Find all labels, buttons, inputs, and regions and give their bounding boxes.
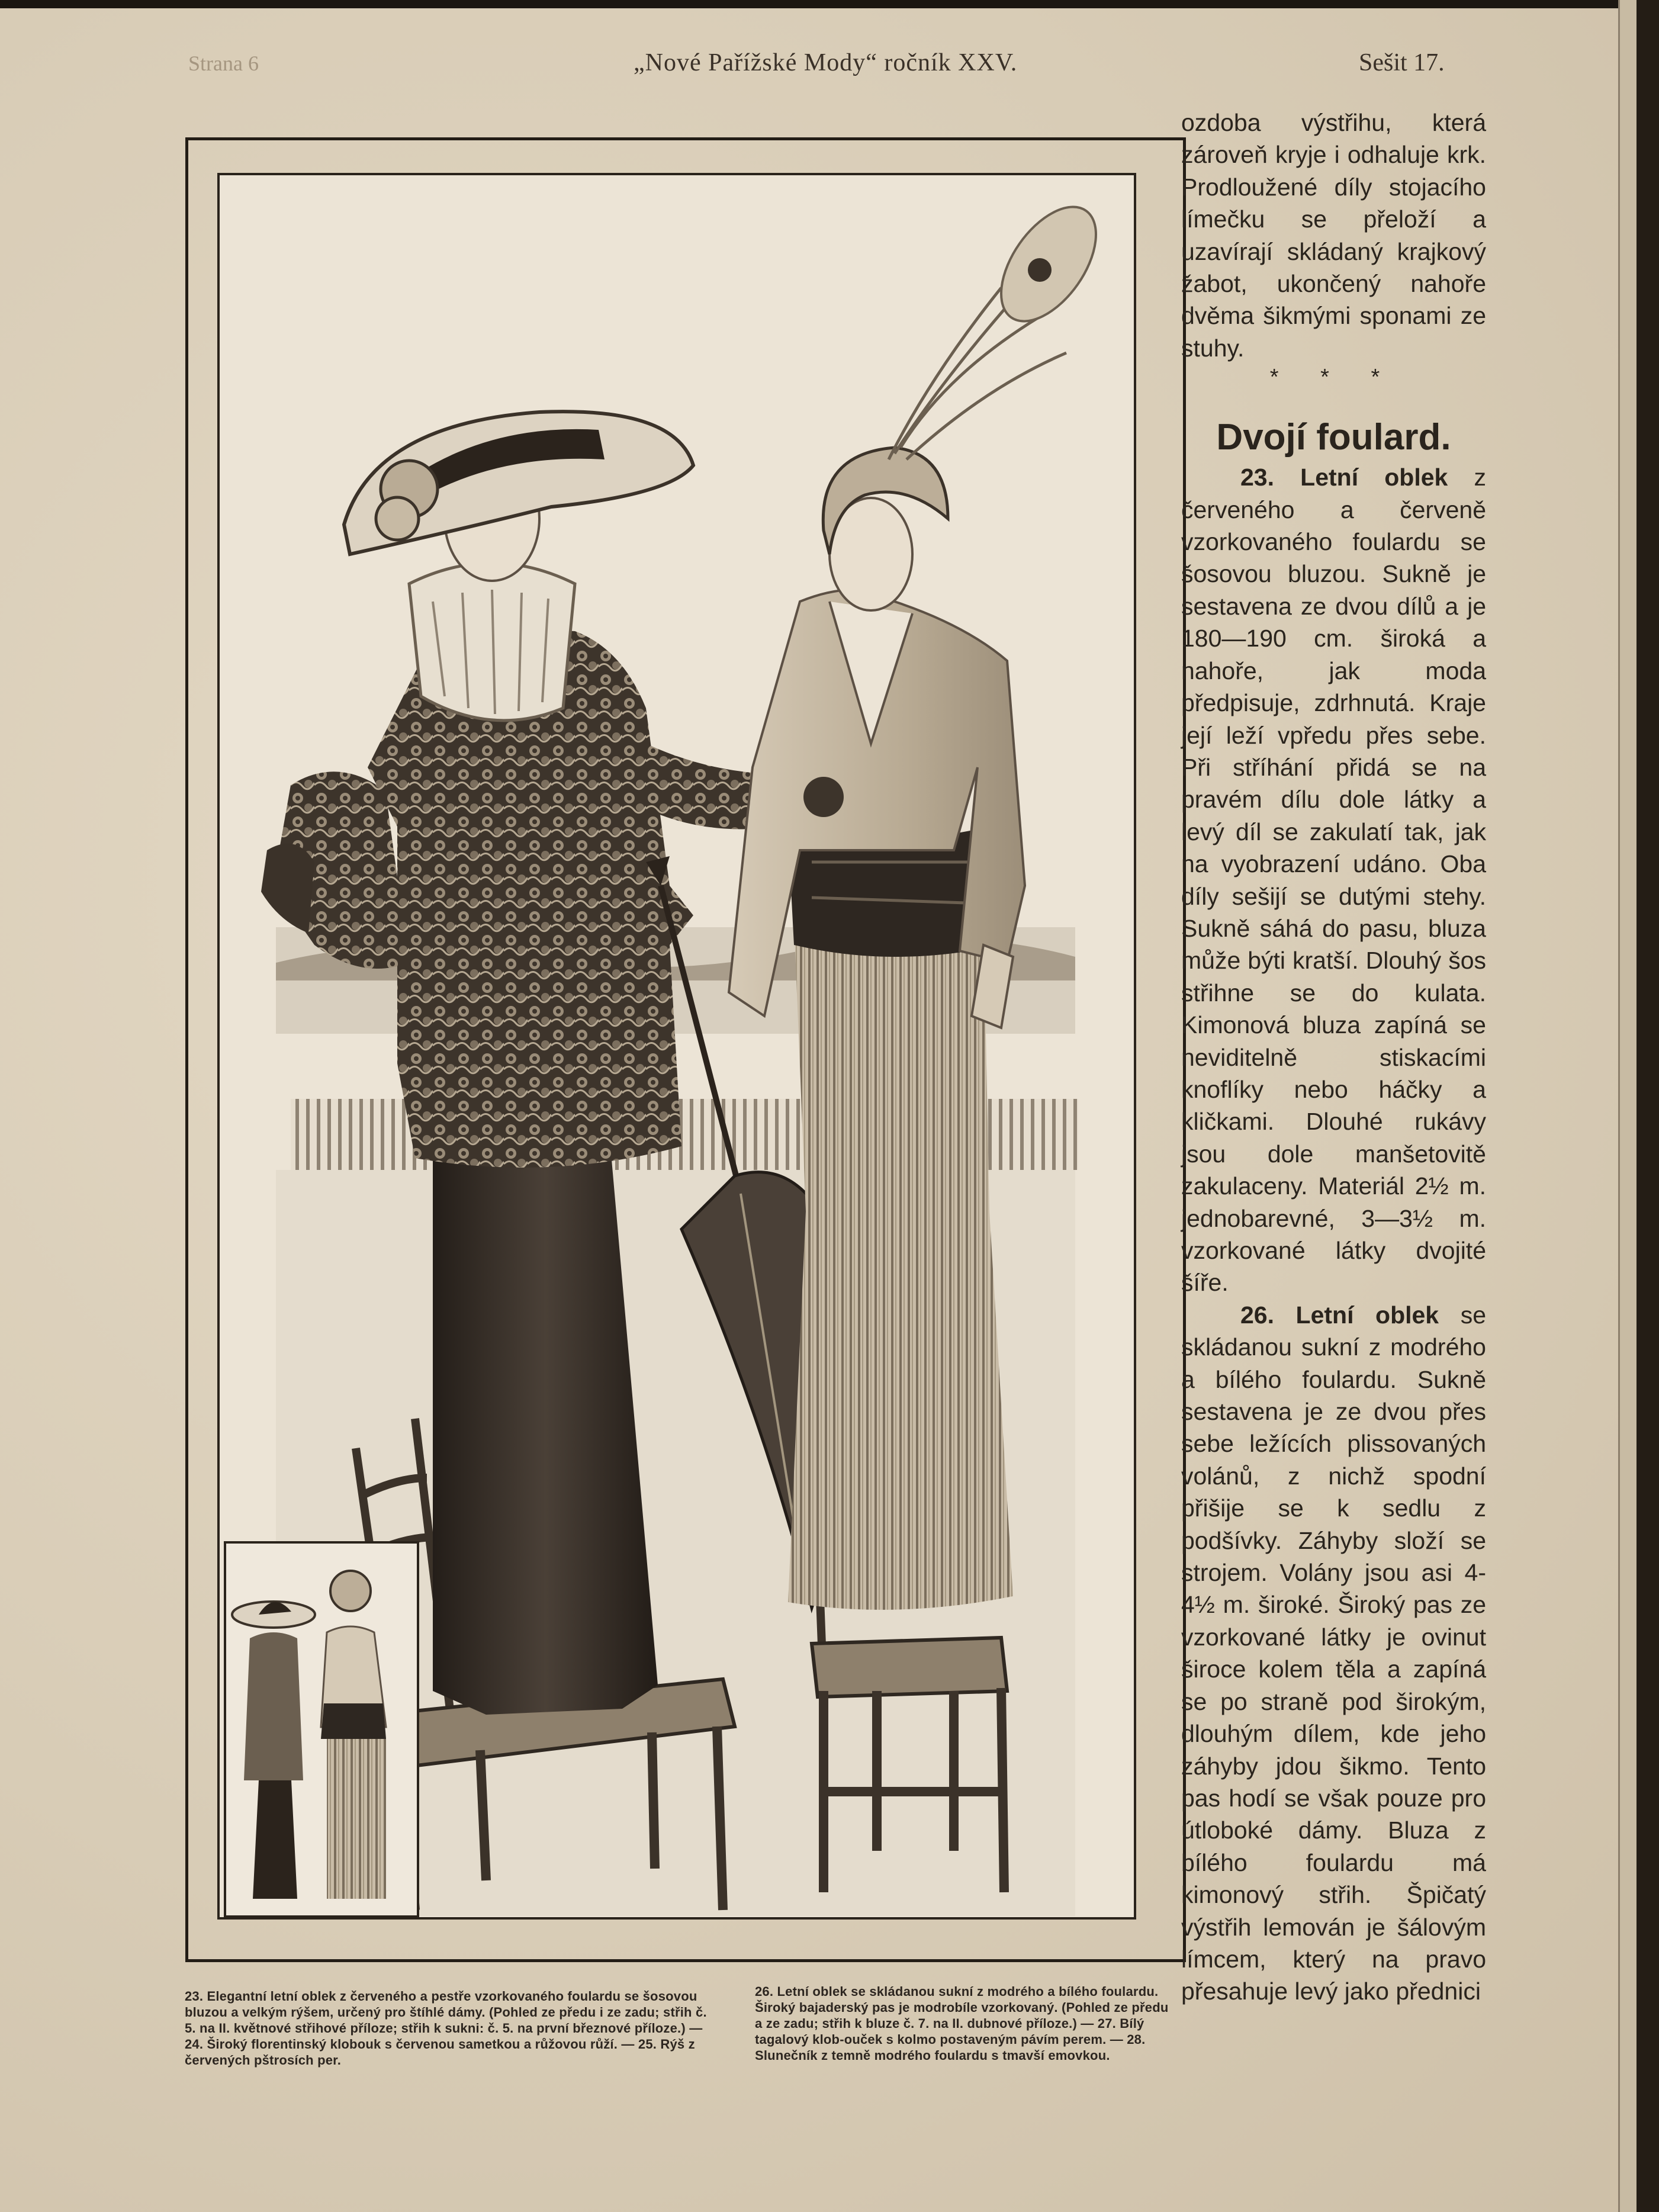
journal-title: „Nové Pařížské Mody“ ročník XXV. — [634, 49, 1018, 76]
section-heading: Dvojí foulard. — [1216, 417, 1451, 458]
back-view-inset — [224, 1541, 419, 1918]
page-number: Strana 6 — [188, 52, 259, 75]
paragraph-23 — [1181, 461, 1486, 1299]
paragraph-23-text: z červeného a červeně vzorkovaného foulardu se šosovou bluzou. Sukně je sestavena ze dvou dílů a je 180—190 cm. široká a nahoře, jak moda předpisuje, zdrhnutá. Kraje její leží vpředu přes sebe. Při stříhání přidá se na pravém dílu dole látky a levý díl se zakulatí tak, jak na vyobrazení udáno. Oba díly sešijí se dutými stehy. Sukně sáhá do pasu, bluza může býti kratší. Dlouhý šos střihne se do kulata. Kimonová bluza zapíná se neviditelně stiskacími knoflíky nebo háčky a kličkami. Dlouhé rukávy jsou dole manšetovitě zakulaceny. Materiál 2½ m. jednobarevné, 3—3½ m. vzorkované látky dvojité šíře. — [1181, 464, 1486, 1297]
article-column — [1181, 107, 1486, 2008]
next-page-edge — [1618, 0, 1637, 2212]
back-view-drawing — [226, 1544, 417, 1915]
scan-edge-top — [0, 0, 1659, 8]
intro-paragraph: ozdoba výstřihu, která zároveň kryje i odhaluje krk. Prodloužené díly stojacího límečku se přeloží a uzavírají skládaný krajkový žabot, ukončený nahoře dvěma šikmými sponami ze stuhy. — [1181, 109, 1486, 362]
issue-number: Sešit 17. — [1359, 49, 1445, 76]
caption-figures-26-28: 26. Letní oblek se skládanou sukní z modrého a bílého foulardu. Široký bajaderský pas je modrobíle vzorkovaný. (Pohled ze předu a ze zadu; střih k bluze č. 7. na II. dubnové příloze.) — 27. Bílý tagalový klob-ouček s kolmo postaveným pávím perem. — 28. Slunečník z temně modrého foulardu s tmavší emovkou. — [755, 1984, 1169, 2063]
caption-figures-23-25: 23. Elegantní letní oblek z červeného a pestře vzorkovaného foulardu se šosovou bluzou a velkým rýšem, určený pro štíhlé dámy. (Pohled ze předu i ze zadu; střih č. 5. na II. květnové střihové příloze; střih k sukni: č. 5. na první březnové příloze.) — 24. Široký florentinský klobouk s červenou sametkou a růžovou růží. — 25. Rýš z červených pštrosích per. — [185, 1989, 707, 2068]
scan-edge-right — [1637, 0, 1659, 2212]
paragraph-23-lead: 23. Letní oblek — [1240, 464, 1448, 491]
running-header — [0, 46, 1610, 82]
section-separator: * * * — [1269, 365, 1398, 390]
paragraph-26-lead: 26. Letní oblek — [1240, 1301, 1439, 1329]
paragraph-26 — [1181, 1299, 1486, 2008]
paragraph-26-text: se skládanou sukní z modrého a bílého foulardu. Sukně sestavena je ze dvou přes sebe ležících plissovaných volánů, z nichž spodní přišije se k sedlu z podšívky. Záhyby složí se strojem. Volány jsou asi 4-4½ m. široké. Široký pas ze vzorkované látky je ovinut široce kolem těla a zapíná se po straně pod širokým, dlouhým dílem, kde jeho záhyby jdou šikmo. Tento pas hodí se však pouze pro útloboké dámy. Bluza z bílého foulardu má kimonový střih. Špičatý výstřih lemován je šálovým límcem, který na pravo přesahuje levý jako přednici — [1181, 1301, 1486, 2005]
